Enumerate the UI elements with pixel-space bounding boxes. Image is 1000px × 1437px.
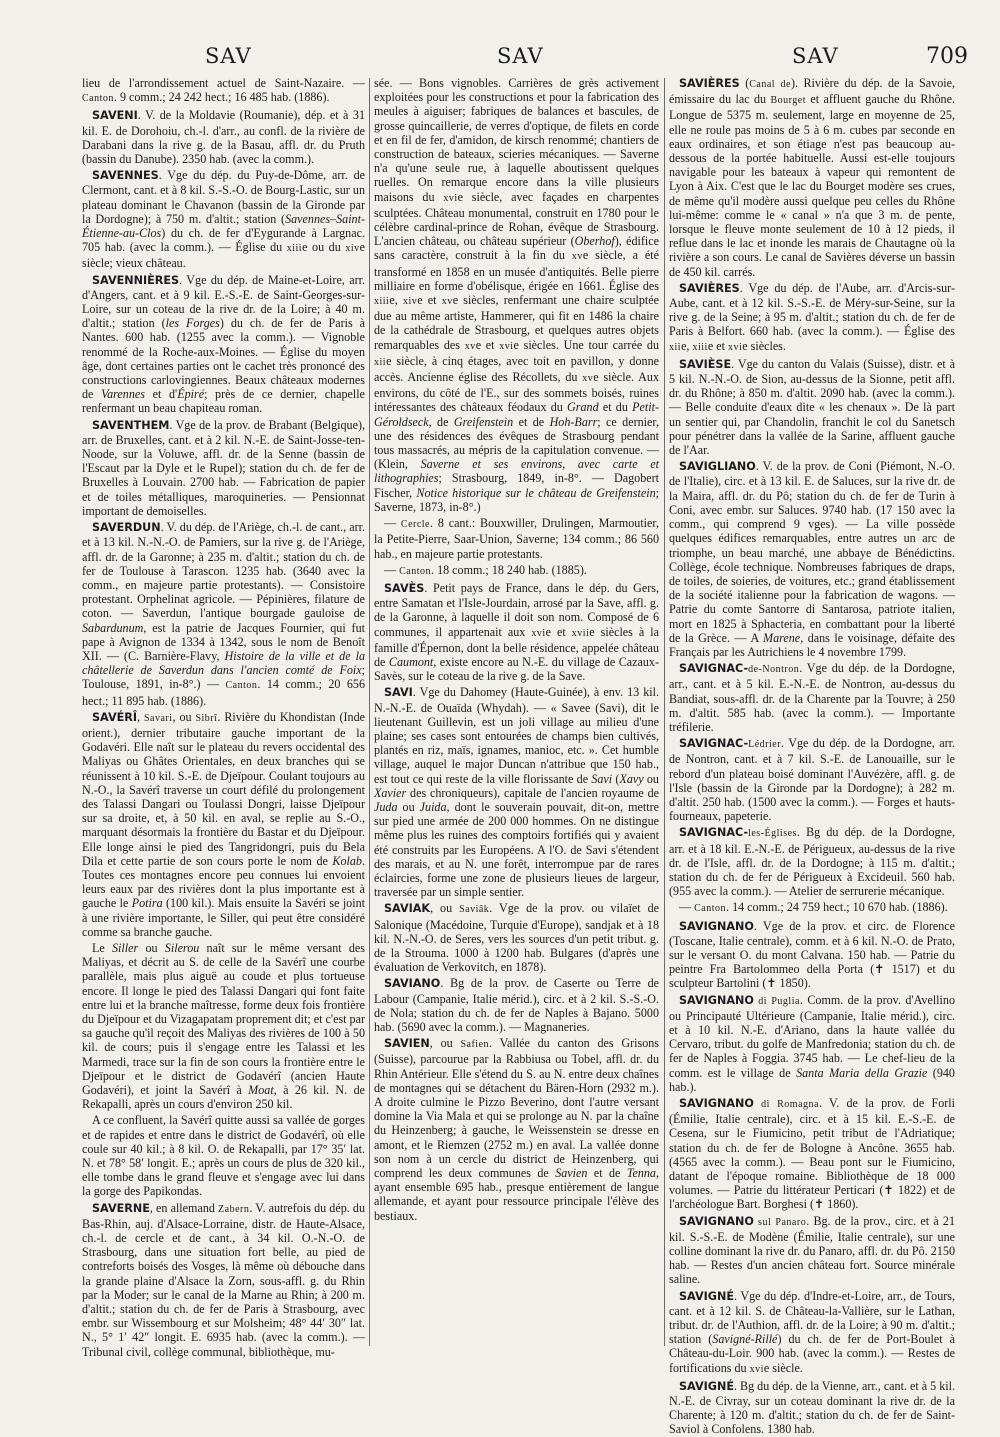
dictionary-entry <box>669 281 955 355</box>
entry-text: Marene <box>763 630 801 645</box>
entry-text: . Bg du dép. de la Dordogne, arr. et à 18 kil. E.-N.-E. de Périgueux, au-dessus de la rive dr. de l'Isle, affl. dr. de la Dordogne; à 115 m. d'altit.; station du ch. de fer de Périgueux à Excideuil. 560 hab. (955 avec la comm.). — Atelier de serrurerie mécanique. <box>669 825 955 899</box>
entry-text: et de <box>587 1166 627 1181</box>
entry-headword: SAVIÈRES <box>679 77 740 90</box>
entry-text: Silerou <box>164 940 200 955</box>
entry-text: e siècle. <box>763 1360 803 1375</box>
entry-text: et du <box>598 400 633 415</box>
entry-text: e siècle, a été transformé en 1858 en un musée d'antiquités. Belle pierre milliaire en forme d'obélisque, érigée en 1661. Église des <box>374 248 659 293</box>
entry-text: lieu de l'arrondissement actuel de Saint-Nazaire. — <box>82 76 365 90</box>
dictionary-entry <box>669 1214 955 1287</box>
entry-text: . Vge du dép. de la Dordogne, arr., cant. et à 5 kil. E.-N.-E. de Nontron, au-dessus du Bandiat, sous-affl. dr. de la Charente par la Touvre; à 250 m. d'altit. 585 hab. (avec la comm.). — Importante tréfilerie. <box>669 661 955 734</box>
entry-text: et affluent gauche du Rhône. Longue de 5375 m. seulement, large en moyenne de 25, elle ne roule pas moins de 5 à 6 m. cubes par seconde en eaux ordinaires, et son étiage n'est pas beaucoup au-dessous de la portée habituelle. Aussi est-elle toujours navigable pour les bateaux à vapeur qui remontent de Lyon à Aix. C'est que le lac du Bourget modère ses crues, de même qu'il modère aussi quelque peu celles du Rhône lui-même: comme le « canal » n'a que 3 m. de pente, lorsque le fleuve monte seulement de 10 à 12 pieds, il reflue dans le lac et inonde les marais de Chautagne où la rivière a son cours. Le canal de Savières déverse un bassin de 450 kil. carrés. <box>669 92 955 279</box>
entry-text: . V. du dép. de l'Ariège, ch.-l. de cant., arr. et à 13 kil. N.-N.-O. de Pamiers, sur la rive g. de l'Ariège, affl. dr. de la Garonne; à 235 m. d'altit.; station du ch. de fer de Toulouse à Tarascon. 1235 hab. (3640 avec la comm., en majeure partie protestants). — Consistoire protestant. Orphelinat agricole. — Pépinières, filature de coton. — Saverdun, l'antique bourgade gauloise de <box>82 520 365 621</box>
entry-text: . Bg de la prov. de Caserte ou Terre de Labour (Campanie, Italie mérid.), circ. et à 2 kil. S.-S.-O. de Nola; station du ch. de fer de Naples à Bajano. 5000 hab. (5690 avec la comm.). — Magnaneries. <box>374 976 659 1034</box>
dictionary-entry <box>374 581 659 683</box>
entry-text: sée. — Bons vignobles. Carrières de grès activement exploitées pour les constructions et pour la fabrication des meules à aiguiser; fabriques de balances et bascules, de grosse quincaillerie, de verres d'optique, de filets en corde et en fil de fer, d'amidon, de kirsch renommé; chantiers de construction de bateaux, scieries mécaniques. — Saverne n'a qu'une seule rue, à laquelle aboutissent quelques ruelles. On remarque encore dans la ville plusieurs maisons du <box>374 76 659 204</box>
entry-text: e siècle, avec façades en charpentes sculptées. Château monumental, construit en 1780 pour le célèbre cardinal-prince de Rohan, évêque de Strasbourg. L'ancien château, ou château supérieur ( <box>374 189 659 249</box>
dictionary-entry <box>669 919 955 991</box>
running-head-center: SAV <box>497 44 544 68</box>
entry-text: . Vge du dép. d'Indre-et-Loire, arr., de Tours, cant. et à 12 kil. S. de Château-la-Vallière, sur le Lathan, tribut. dr. de l'Authion, affl. dr. de la Loire; à 90 m. d'altit.; station ( <box>669 1288 955 1347</box>
entry-text: xvi <box>727 341 743 353</box>
entry-headword: SAVERDUN <box>92 521 161 535</box>
entry-text: , en allemand <box>149 1200 219 1215</box>
entry-headword: SAVIGNANO <box>679 919 754 933</box>
dictionary-entry <box>669 76 955 279</box>
entry-text: Canal de <box>749 79 791 90</box>
entry-text: Santa Maria della Grazie <box>796 1065 928 1080</box>
entry-text: Kolab <box>332 853 362 868</box>
dictionary-entry <box>82 76 365 106</box>
entry-text: Saviâk <box>459 904 490 916</box>
entry-text: Savari <box>143 712 173 724</box>
entry-text: Canton <box>225 680 258 692</box>
entry-text: e siècles. Une tour carrée du <box>513 337 659 352</box>
entry-text: xii <box>669 341 682 353</box>
dictionary-entry <box>82 168 365 270</box>
entry-text: ) du ch. de fer de Paris à Nantes. 600 hab. (1255 avec la comm.). — Vignoble renommé de la Roche-aux-Moines. — Église du moyen âge, dont certaines parties ont le cachet très prononcé des constructions carlovingiennes. Beaux châteaux modernes de <box>82 316 365 402</box>
entry-text: . V. de la prov. de Forli (Émilie, Italie centrale), circ. et à 15 kil. E.-S.-E. de Cesena, sur le Fiumicino, petit tribut de l'Adriatique; station du ch. de fer de Bologne à Ancône. 3655 hab. (4565 avec la comm.). — Beau pont sur le Fiumicino, datant de l'époque romaine. Bibliothèque de 18 000 volumes. — Patrie du littérateur Perticari (✝ 1822) et de l'archéologue Bart. Borghesi (✝ 1860). <box>669 1096 955 1212</box>
entry-headword: SAVENI <box>92 109 138 123</box>
dictionary-entry <box>374 76 659 514</box>
entry-headword: SAVIANO <box>384 977 441 991</box>
entry-text: xv <box>441 296 453 308</box>
entry-text: ( <box>612 771 620 786</box>
dictionary-entry <box>669 1379 955 1437</box>
entry-text: Savien <box>555 1166 588 1181</box>
entry-text: . 14 comm.; 20 656 hect.; 11 895 hab. (1886). <box>82 677 365 708</box>
entry-text: Xavy <box>619 771 644 786</box>
entry-text: xvii <box>571 627 590 639</box>
entry-text: . Vge du canton du Valais (Suisse), distr. et à 5 kil. N.-N.-O. de Sion, au-dessus de la Sionne, petit affl. dr. du Rhône; à 850 m. d'altit. 2090 hab. (avec la comm.). — Belle conduite d'eaux dite « les chenaux ». De là part un sentier qui, par Chandolin, franchit le col du Sanetsch pour pénétrer dans la vallée de la Sarine, affluent gauche de l'Aar. <box>669 356 955 458</box>
entry-headword: SAVIGNÉ <box>679 1289 734 1303</box>
entry-text: Moat <box>248 1083 274 1098</box>
entry-text: les Forges <box>165 316 220 331</box>
entry-text: ou <box>397 799 420 814</box>
entry-text: . Bg. de la prov., circ. et à 21 kil. S.-S.-E. de Modène (Émilie, Italie centrale), sur une colline dominant la rive dr. du Panaro, affl. dr. du Pô. 2150 hab. — Restes d'un ancien château fort. Source minérale saline. <box>669 1213 955 1287</box>
entry-text: , ayant ensemble 695 hab., presque entièrement de langue allemande, et ayant pour ressource principale l'élève des bestiaux. <box>374 1166 659 1223</box>
dictionary-entry <box>669 900 955 916</box>
entry-text: . 8 cant.: Bouxwiller, Drulingen, Marmoutier, la Petite-Pierre, Saar-Union, Saverne; 134 comm.; 86 560 hab., en majeure partie protestants. <box>374 516 659 561</box>
entry-text: Potira <box>131 896 163 911</box>
entry-text: xv <box>582 373 594 385</box>
entry-text: ). Rivière du dép. de la Savoie, émissaire du lac du <box>669 76 955 107</box>
entry-text: Canton <box>399 565 432 577</box>
entry-text: Oberhof <box>574 234 615 249</box>
dictionary-entry <box>374 516 659 561</box>
entry-text: . Vge du dép. du Puy-de-Dôme, arr. de Clermont, cant. et à 8 kil. S.-S.-O. de Bourg-Lastic, sur un plateau dominant le Chavanon (bassin de la Gironde par la Dordogne); à 750 m. d'altit.; station ( <box>82 168 365 226</box>
entry-text: xv <box>571 251 583 263</box>
entry-text: e siècle. Aux environs, du côté de l'E., sur des sommets boisés, ruines intéressantes des châteaux féodaux du <box>374 370 659 415</box>
entry-text: xiii <box>374 296 390 308</box>
running-head-right: SAV <box>792 44 839 68</box>
dictionary-entry <box>374 1036 659 1223</box>
entry-text: . Vge de la prov. ou vilaïet de Salonique (Macédoine, Turquie d'Europe), sandjak et à 18 kil. N.-N.-O. de Seres, vers les sources d'un petit tribut. g. de la Strouma. 1000 à 1200 hab. Bulgares (d'après une évaluation de Verkovitch, en 1878). <box>374 901 659 975</box>
dictionary-entry <box>669 825 955 898</box>
entry-text: e siècles à la famille d'Épernon, dont la belle résidence, appelée château de <box>374 624 659 669</box>
entry-text: (100 kil.). Mais ensuite la Savéri se joint à une rivière importante, le Siller, qui peut être considéré comme sa branche gauche. <box>82 896 365 939</box>
entry-text: xvi <box>531 627 546 639</box>
entry-text: Panaro <box>775 1216 807 1228</box>
text-column-3 <box>669 76 956 1437</box>
entry-text: Histoire de la ville et de la châtellerie de Saverdun dans l'ancien comté de Foix <box>82 648 365 678</box>
entry-text: Varennes <box>101 387 145 402</box>
entry-text: e, <box>681 338 693 353</box>
entry-text: Savennes–Saint-Étienne-au-Clos <box>82 211 365 241</box>
entry-text: et de <box>513 414 550 429</box>
entry-text: — <box>384 562 400 577</box>
entry-text: , dont le souverain pouvait, dit-on, mettre sur pied une armée de 200 000 hommes. On ne distingue même plus les ruines des comptoirs fortifiés qui y avaient été construits par les Européens. A l'O. de Savi s'étendent des marais, et au N. une forêt, interrompue par de rares éclaircies, forme une zone de plusieurs lieues de largeur, traversée par un simple sentier. <box>374 799 660 900</box>
entry-text: des chroniqueurs), capitale de l'ancien royaume de <box>406 785 659 800</box>
entry-text: (940 hab.). <box>669 1065 955 1094</box>
entry-text: ; Strasbourg, 1849, in-8°. — Dagobert Fischer, <box>374 471 659 500</box>
entry-text: ; près de ce dernier, chapelle renfermant un beau chapiteau roman. <box>82 387 365 416</box>
entry-text: e siècle; vieux château. <box>82 240 365 271</box>
entry-text: Savigné-Rillé <box>712 1332 778 1347</box>
entry-headword: SAVIGNANO <box>679 1214 754 1228</box>
entry-text: ; Saverne, 1873, in-8°.) <box>374 485 659 514</box>
entry-text: Petit-Géroldseck <box>374 400 659 429</box>
page-number: 709 <box>926 44 968 69</box>
entry-text: , ou <box>172 709 196 724</box>
entry-text: e siècle, à cinq étages, avec toit en pavillon, y donne accès. Ancienne église des Récollets, du <box>374 353 659 385</box>
entry-text: xvi <box>443 192 458 204</box>
entry-text: . 18 comm.; 18 240 hab. (1885). <box>431 562 587 577</box>
entry-text: Xavier <box>374 785 407 800</box>
entry-headword: SAVIGLIANO <box>679 460 756 474</box>
entry-text: xii <box>374 356 387 368</box>
entry-text: , <box>137 709 144 724</box>
entry-text: sul <box>753 1216 776 1228</box>
entry-text: . V. de la Moldavie (Roumanie), dép. et à 31 kil. E. de Dorohoiu, ch.-l. d'arr., au confl. de la rivière de Darabani dans la rive g. de la Basau, affl. dr. du Pruth (bassin du Danube). 2350 hab. (avec la comm.). <box>82 108 365 167</box>
entry-text: . Petit pays de France, dans le dép. du Gers, entre Samatan et l'Isle-Jourdain, arrosé par la Save, affl. g. de la Garonne, à laquelle il doit son nom. Composé de 6 communes, il appartenait aux <box>374 580 659 639</box>
dictionary-entry <box>669 1096 955 1212</box>
entry-text: . Vge du dép. de Maine-et-Loire, arr. d'Angers, cant. et à 9 kil. E.-S.-E. de Saint-Georges-sur-Loire, sur un coteau de la rive dr. de la Loire; à 40 m. d'altit.; station ( <box>82 272 365 331</box>
entry-text: Hoh-Barr <box>549 414 598 429</box>
entry-text: . Vallée du canton des Grisons (Suisse), parcourue par la Rabbiusa ou Tobel, affl. dr. du Rhin Antérieur. Elle s'étend du S. au N. entre deux chaînes de montagnes qui se détachent du Bären-Horn (2932 m.). A droite culmine le Pizzo Beverino, dont l'autre versant domine la Via Mala et qui se prolonge au N. par la chaîne du Heinzenberg; à gauche, le Weissenstein se dresse en amont, et le Riemzen (2752 m.) en aval. La vallée donne son nom à un cercle du district de Heinzenberg, qui comprend les deux communes de <box>374 1036 659 1181</box>
dictionary-entry <box>374 976 659 1034</box>
entry-text: Saverne et ses environs, avec carte et lithographies <box>374 457 659 486</box>
entry-text: . Toutes ces montagnes encore peu connues lui envoient leurs eaux par des rivières dont la plus importante est à gauche le <box>82 853 365 911</box>
entry-headword: SAVÈS <box>384 581 425 595</box>
entry-text: et d' <box>144 387 178 402</box>
entry-text: Le <box>92 940 112 955</box>
entry-text: Romagna <box>777 1099 819 1111</box>
dictionary-entry <box>82 418 365 518</box>
entry-headword: SAVI <box>384 686 413 700</box>
dictionary-entry <box>82 710 365 939</box>
text-column-2 <box>374 76 659 1366</box>
entry-text: ou <box>643 771 659 786</box>
entry-text: xvi <box>499 340 514 352</box>
page-header <box>0 38 1000 78</box>
entry-text: Canton <box>694 903 727 915</box>
entry-headword: SAVIGNAC- <box>679 737 749 751</box>
entry-text: Juida <box>419 799 447 814</box>
entry-text: e siècles. <box>742 338 786 353</box>
entry-text: , à 26 kil. N. de Rekapalli, après un cours d'environ 250 kil. <box>82 1083 365 1112</box>
entry-headword: SAVIGNAC- <box>679 826 749 840</box>
entry-text: Épiré <box>177 387 205 402</box>
dictionary-entry <box>82 108 365 166</box>
entry-headword: SAVIGNÉ <box>679 1379 734 1393</box>
entry-text: ( <box>739 76 750 90</box>
entry-text: . V. autrefois du dép. du Bas-Rhin, auj. d'Alsace-Lorraine, distr. de Haute-Alsace, ch.-l. de cercle et de cant., à 34 kil. O.-N.-O. de Strasbourg, dans une situation fort belle, au pied de contreforts boisés des Vosges, là même où débouche dans la grande plaine d'Alsace la Zorn, sous-affl. g. du Rhin par la Moder; sur le canal de la Marne au Rhin; à 200 m. d'altit.; station du ch. de fer de Paris à Strasbourg, avec embr. sur Wissembourg et sur Molsheim; 48° 44′ 30″ lat. N., 5° 1′ 42″ longit. E. 6935 hab. (avec la comm.). — Tribunal civil, collège communal, bibliothèque, mu- <box>82 1200 365 1359</box>
dictionary-entry <box>82 1201 365 1359</box>
entry-headword: SAVIGNAC- <box>679 662 749 676</box>
column-divider <box>664 78 665 1346</box>
dictionary-entry <box>82 1113 365 1198</box>
dictionary-entry <box>669 1289 955 1377</box>
entry-text: Juda <box>374 799 398 814</box>
entry-text: di <box>753 1099 778 1111</box>
entry-text: e et <box>707 338 728 353</box>
entry-text: ; Toulouse, 1891, in-8°.) — <box>82 663 365 692</box>
dictionary-entry <box>82 520 365 708</box>
entry-text: Safien <box>460 1039 490 1051</box>
entry-text: naît sur le même versant des Maliyas, et décrit au S. de celle de la Savérî une courbe parallèle, mais plus aiguë au coude et plus tortueuse encore. Il longe le pied des Talassi Dangari qui font faite entre lui et la branche maîtresse, forme deux fois frontière du Djeïpour et du Vizagapatam proprement dit; et c'est par sa gauche qu'il reçoit des Maliyas des rivières de 100 à 50 kil. de cours; puis il s'engage entre les Talassi et les Marmedi, trace sur la fin de son cours la frontière entre le Djeïpour et le district de Godavérî (ancien Haute Godavéri), et joint la Savérî à <box>82 940 365 1098</box>
entry-text: e ou du <box>302 240 346 255</box>
column-divider <box>369 78 370 1346</box>
entry-text: e, <box>389 293 403 308</box>
entry-text: A ce confluent, la Savérî quitte aussi sa vallée de gorges et de rapides et entre dans le district de Godavérî, où elle coule sur 40 kil.; à 8 kil. O. de Rekapalli, par 17° 35′ lat. N. et 78° 58′ longit. E.; après un cours de plus de 320 kil., elle tombe dans le grand fleuve et s'engage avec lui dans la gorge des Papikondas. <box>82 1113 365 1199</box>
text-column-1 <box>82 76 365 1366</box>
entry-text: Siller <box>112 940 139 955</box>
entry-text: Lédrier <box>748 739 782 751</box>
entry-text: ; ce dernier, une des résidences des évêques de Strasbourg pendant tous massacrés, au mépris de la capitulation convenue. — (Klein, <box>374 414 659 472</box>
entry-text: Canton <box>82 93 114 105</box>
entry-text: . Bg du dép. de la Vienne, arr., cant. et à 5 kil. N.-E. de Civray, sur un coteau dominant la rive dr. de la Charente; à 120 m. d'altit.; station du ch. de fer de Saint-Saviol à Confolens. 1380 hab. <box>669 1378 956 1437</box>
dictionary-entry <box>374 685 659 899</box>
entry-headword: SAVIAK <box>384 902 431 916</box>
entry-text: di <box>753 995 772 1007</box>
entry-text: , ou <box>429 1036 461 1051</box>
entry-text: — <box>384 516 401 531</box>
entry-text: Sibrî <box>195 712 218 724</box>
entry-text: . Vge de la prov. et circ. de Florence (Toscane, Italie centrale), comm. et à 6 kil. N.-O. de Prato, sur le versant O. du mont Calvana. 150 hab. — Patrie du peintre Fra Bartolommeo della Porta (✝ 1517) et du sculpteur Bartolini (✝ 1850). <box>669 918 955 991</box>
entry-text: xvi <box>749 1363 764 1375</box>
entry-text: , dans le voisinage, défaite des Français par les Autrichiens le 4 novembre 1799. <box>669 630 955 659</box>
entry-headword: SAVIÈSE <box>679 357 732 371</box>
entry-text: xv <box>464 340 476 352</box>
entry-text: . Vge du Dahomey (Haute-Guinée), à env. 13 kil. N.-N.-E. de Ouaïda (Whydah). — « Savee (Savi), dit le lieutenant Guillevin, est un joli village au milieu d'une plaine; ses cases sont entourées de champs bien cultivés, plantés en riz, maïs, ignames, manioc, etc. ». Cet humble village, auquel le major Duncan n'attribue que 150 hab., est tout ce qui reste de la ville florissante de <box>374 685 659 786</box>
dictionary-entry <box>669 736 955 823</box>
entry-text: Sabardunum <box>82 620 144 635</box>
entry-text: ) du ch. de fer de Port-Boulet à Château-du-Loir. 900 hab. (avec la comm.). — Restes de fortifications du <box>669 1332 955 1375</box>
entry-text: de- <box>748 664 763 676</box>
dictionary-entry <box>82 273 365 416</box>
entry-text: Grand <box>567 400 599 415</box>
dictionary-entry <box>669 993 955 1094</box>
entry-text: — <box>679 900 695 915</box>
entry-headword: SAVIGNANO <box>679 993 754 1007</box>
running-head-left: SAV <box>205 44 252 68</box>
entry-text: Puglia <box>771 995 800 1007</box>
entry-text: xiv <box>402 296 418 308</box>
entry-headword: SAVERNE <box>92 1201 150 1215</box>
entry-text: . 14 comm.; 24 759 hect.; 10 670 hab. (1886). <box>726 900 948 915</box>
entry-text: . Rivière du Khondistan (Inde orient.), dernier tributaire gauche important de la Godavéri. Elle naît sur le plateau du revers occidental des Maliyas ou Ghâtes Orientales, en deux branches qui se réunissent à 10 kil. S.-E. de Djeïpour. Coulant toujours au N.-O., la Savérî traverse un court défilé du prolongement des Talassi Dangari ou Toulassi Dongri, laisse Djeïpour sur sa droite, et, à 50 kil. en aval, se replie au S.-O., marquant désormais la frontière du Bastar et du Djeïpour. Elle longe ainsi le pied des Tangridongri, puis du Bela Dila et cette partie de son cours porte le nom de <box>82 709 366 868</box>
entry-text: Bourget <box>770 95 807 107</box>
entry-text: ou <box>138 940 165 955</box>
entry-text: Tenna <box>626 1166 656 1181</box>
entry-text: . Comm. de la prov. d'Avellino ou Principauté Ultérieure (Campanie, Italie mérid.), circ. et à 10 kil. N.-E. d'Ariano, dans la haute vallée du Cervaro, tribut. du golfe de Manfredonia; station du ch. de fer de Naples à Foggia. 3745 hab. — Le chef-lieu de la comm. est le village de <box>669 992 955 1080</box>
entry-text: xiii <box>692 341 708 353</box>
entry-text: e et <box>417 293 442 308</box>
entry-text: , est la patrie de Jacques Fournier, qui fut pape à Avignon de 1334 à 1342, sous le nom de Benoît XII. — (C. Barnière-Flavy, <box>82 620 365 663</box>
entry-text: Notice historique sur le château de Greifenstein <box>416 485 656 500</box>
entry-text: xiv <box>345 243 360 255</box>
entry-headword: SAVENNIÈRES <box>92 273 180 287</box>
entry-headword: SAVÉRÎ <box>92 710 138 724</box>
entry-text: e siècles, renfermant une chaire sculptée due au même artiste, Hammerer, qui fit en 1486 la chaire de la cathédrale de Strasbourg, et quelques autres objets remarquables des <box>374 293 659 352</box>
entry-text: . Vge du dép. de l'Aube, arr. d'Arcis-sur-Aube, cant. et à 12 kil. S.-S.-E. de Méry-sur-Seine, sur la rive g. de la Seine; à 95 m. d'altit.; station du ch. de fer de Paris à Belfort. 660 hab. (avec la comm.). — Église des <box>669 280 955 339</box>
entry-text: les-Églises <box>748 828 797 840</box>
entry-headword: SAVIGNANO <box>679 1097 754 1111</box>
entry-text: Zabern <box>218 1203 250 1215</box>
dictionary-entry <box>82 941 365 1111</box>
entry-text: ), édifice sans caractère, construit à la fin du <box>374 234 659 263</box>
entry-text: , ou <box>430 901 460 916</box>
entry-headword: SAVIÈRES <box>679 281 740 295</box>
dictionary-entry <box>669 357 955 457</box>
entry-headword: SAVIEN <box>384 1037 430 1051</box>
entry-text: e et <box>545 624 572 639</box>
entry-text: Greifenstein <box>453 414 514 429</box>
entry-text: ) du ch. de fer d'Eygurande à Largnac. 705 hab. (avec la comm.). — Église du <box>82 226 365 255</box>
entry-text: Cercle <box>400 519 430 531</box>
entry-text: , de <box>428 414 454 429</box>
entry-text: Nontron <box>762 664 800 676</box>
dictionary-entry <box>374 563 659 579</box>
entry-text: . Vge du dép. de la Dordogne, arr. de Nontron, cant. et à 7 kil. S.-E. de Lanouaille, sur le rebord d'un plateau boisé dominant l'Auvézère, affl. g. de l'Isle (bassin de la Gironde par la Dordogne); à 282 m. d'altit. 250 hab. (1500 avec la comm.). — Forges et hauts-fourneaux, papeterie. <box>669 736 955 824</box>
entry-text: Savi <box>591 771 613 786</box>
entry-text: xiii <box>286 243 303 255</box>
entry-text: , existe encore au N.-E. du village de Cazaux-Savès, sur le coteau de la rive g. de la Save. <box>374 654 659 684</box>
entry-text: e et <box>475 337 500 352</box>
dictionary-entry <box>669 459 955 659</box>
entry-text: . 9 comm.; 24 242 hect.; 16 485 hab. (1886). <box>113 90 330 105</box>
entry-text: . Vge de la prov. de Brabant (Belgique), arr. de Bruxelles, cant. et à 2 kil. N.-E. de Saint-Josse-ten-Noode, sur la Voluwe, affl. dr. de la Senne (bassin de l'Escaut par la Dyle et le Rupel); station du ch. de fer de Bruxelles à Louvain. 2700 hab. — Fabrication de papier et de toiles métalliques, maroquineries. — Pensionnat important de demoiselles. <box>82 417 365 518</box>
dictionary-entry <box>669 661 955 734</box>
entry-headword: SAVENNES <box>92 169 159 183</box>
dictionary-entry <box>374 901 659 974</box>
entry-headword: SAVENTHEM <box>92 418 170 432</box>
entry-text: . V. de la prov. de Coni (Piémont, N.-O. de l'Italie), circ. et à 13 kil. E. de Saluces, sur la rive dr. de la Maira, affl. dr. du Pô; station du ch. de fer de Turin à Coni, avec embr. sur Saluces. 9740 hab. (17 150 avec la comm., qui comprend 9 vges). — La ville possède quelques édifices remarquables, entre autres un arc de triomphe, un beau marché, une abbaye de Bénédictins. Collège, école technique. Nombreuses fabriques de draps, de toiles, de soieries, de voitures, etc.; grand établissement de la société italienne pour la fabrication de wagons. — Patrie du comte Santorre di Santarosa, patriote italien, mort en 1825 à Sphacteria, en combattant pour la liberté de la Grèce. — A <box>669 459 955 645</box>
entry-text: Caumont <box>388 654 434 669</box>
